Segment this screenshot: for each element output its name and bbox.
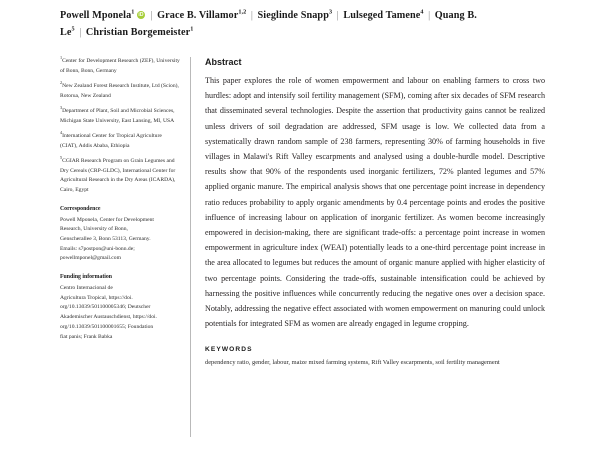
funding-line: org/10.13039/501100005346; Deutscher [60, 304, 151, 311]
affiliation-item [60, 107, 180, 126]
correspondence-email-line[interactable]: powellmponel@gmail.com [60, 255, 121, 262]
metadata-column [60, 57, 190, 437]
author-entry [86, 27, 194, 38]
author-affiliation-marker: 1,2 [238, 8, 247, 16]
author-name: Grace B. Villamor [157, 10, 239, 21]
author-affiliation-marker: 3 [328, 8, 333, 16]
content-columns [60, 57, 545, 437]
affiliation-marker: 1 [60, 55, 63, 61]
author-name: Christian Borgemeister [85, 26, 191, 38]
author-entry [60, 10, 146, 21]
funding-heading: Funding information [60, 274, 113, 281]
author-entry [157, 10, 246, 21]
author-affiliation-marker: 5 [71, 25, 75, 33]
column-divider [190, 57, 191, 437]
affiliation-marker: 4 [60, 129, 63, 135]
affiliation-text: New Zealand Forest Research Institute, Ltd (Scion), Rotorua, New Zealand [60, 82, 179, 99]
author-affiliation-marker: 4 [420, 8, 424, 16]
author-affiliation-marker: 1 [190, 25, 194, 33]
correspondence-line: Research, University of Bonn, [60, 226, 128, 233]
affiliation-text: Department of Plant, Soil and Microbial Sciences, Michigan State University, East Lansing, MI, USA [60, 107, 175, 124]
affiliation-item [60, 82, 180, 101]
affiliation-text: Center for Development Research (ZEF), University of Bonn, Bonn, Germany [60, 58, 180, 74]
author-name: Sieglinde Snapp [257, 10, 329, 21]
affiliation-item [60, 57, 180, 76]
abstract-text: This paper explores the role of women empowerment and labour on enabling farmers to cross two hurdles: adopt and intensify soil fertility management (SFM), coming after six decades of SFM research that disseminated several technologies. Despite the assertion that productivity gains cannot be realized unless drivers of soil degradation are addressed, SFM usage is low. We collected data from a systematically drawn random sample of 238 farmers, representing 30% of farming households in five villages in Malawi's Rift Valley escarpments and analysed using a double-hurdle model. Descriptive results show that 90% of the respondents used inorganic fertilizers, 72% planted legumes and 57% applied organic manure. The empirical analysis shows that one percentage point increase in dependency ratio reduces probability to apply organic amendments by 0.4 percentage points and erodes the positive influence of increasing labour on application of inorganic fertilizer. As women become increasingly empowered in decision-making, there are significant trade-offs: a percentage point increase in women empowerment in agriculture index (WEAI) potentially leads to a one-third percentage point increase in the area allocated to legumes but reduces the amount of organic manure applied with higher elasticity of two percentage points. Considering the trade-offs, sustainable intensification could be achieved by harnessing the positive influences while concurrently reducing the negative ones over a decision space. Notably, addressing the negative effect associated with women empowerment on manuring could unlock potentials for integrated SFM as women are already engaged in legume cropping. [205, 76, 545, 329]
author-separator: | [336, 10, 339, 21]
affiliation-text: International Center for Tropical Agriculture (CIAT), Addis Ababa, Ethiopia [60, 132, 162, 149]
orcid-icon[interactable] [137, 11, 145, 19]
author-separator: | [150, 10, 153, 21]
correspondence-line: Powell Mponela, Center for Development [60, 216, 154, 223]
affiliation-marker: 5 [60, 154, 63, 160]
funding-line: Centro Internacional de [60, 284, 113, 291]
affiliation-text: CGIAR Research Program on Grain Legumes and Dry Cereals (CRP-GLDC), International Center for Agricultural Research in the Dry Areas (ICARDA), Cairo, Egypt [60, 157, 176, 193]
author-separator: | [250, 10, 254, 21]
funding-line: Agricultura Tropical, https://doi. [60, 294, 133, 301]
keywords-heading: KEYWORDS [205, 346, 253, 354]
author-separator: | [79, 26, 82, 38]
funding-line: fiat panis; Frank Babka [60, 333, 113, 340]
author-entry [258, 10, 333, 21]
author-name: Lulseged Tamene [343, 10, 421, 21]
author-list [60, 6, 545, 41]
keywords-text: dependency ratio, gender, labour, maize mixed farming systems, Rift Valley escarpments, soil fertility management [205, 359, 500, 367]
correspondence-heading: Correspondence [60, 205, 101, 212]
abstract-column [205, 57, 545, 437]
abstract-heading: Abstract [205, 57, 242, 68]
author-separator: | [428, 10, 431, 21]
funding-block [60, 284, 180, 342]
affiliation-item [60, 154, 180, 196]
affiliation-item [60, 129, 180, 151]
affiliation-marker: 2 [60, 80, 63, 86]
correspondence-email-line[interactable]: Emails: s7postpon@uni-bonn.de; [60, 245, 135, 252]
correspondence-block [60, 216, 180, 265]
author-entry [343, 10, 423, 21]
funding-line: org/10.13039/501100001655; Foundation [60, 323, 154, 330]
author-name: Quang B. Le [60, 10, 477, 38]
author-affiliation-marker: 1 [131, 8, 135, 16]
author-name: Powell Mponela [60, 10, 132, 21]
funding-line: Akademischer Austauschdienst, https://doi. [60, 314, 157, 321]
correspondence-line: Genscherallee 3, Bonn 53113, Germany. [60, 235, 151, 242]
affiliation-marker: 3 [60, 105, 63, 111]
